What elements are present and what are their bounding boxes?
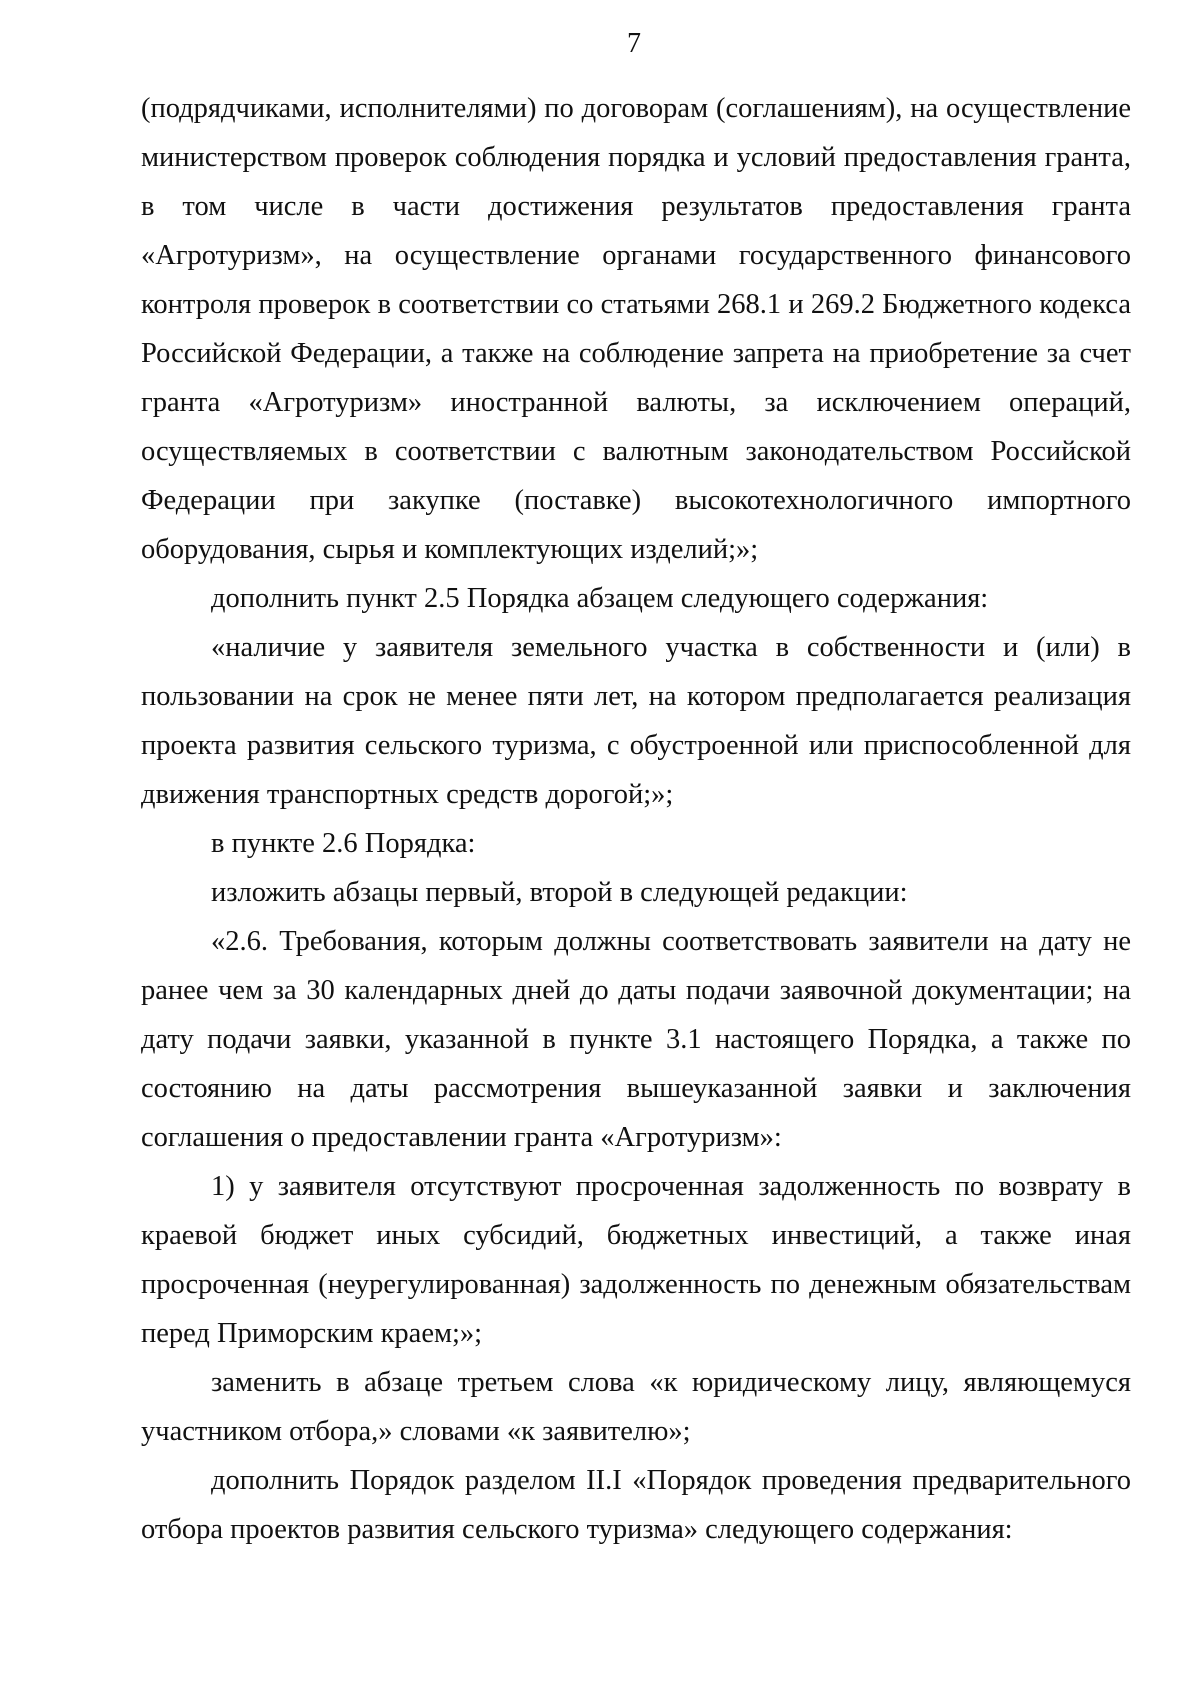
paragraph-replace-words: заменить в абзаце третьем слова «к юридическому лицу, являющемуся участником отбора,» словами «к заявителю»; — [141, 1367, 1131, 1447]
paragraph-requirements: «2.6. Требования, которым должны соответствовать заявители на дату не ранее чем за 30 календарных дней до даты подачи заявочной документации; на дату подачи заявки, указанной в пункте 3.1 настоящего Порядка, а также по состоянию на даты рассмотрения вышеуказанной заявки и заключения соглашения о предоставлении гранта «Агротуризм»: — [141, 926, 1131, 1153]
document-body — [141, 84, 1131, 1554]
paragraph-point-2-6: в пункте 2.6 Порядка: — [211, 828, 476, 859]
paragraph-land-plot: «наличие у заявителя земельного участка в собственности и (или) в пользовании на срок не менее пяти лет, на котором предполагается реализация проекта развития сельского туризма, с обустроенной или приспособленной для движения транспортных средств дорогой;»; — [141, 632, 1131, 810]
page-number: 7 — [627, 28, 641, 59]
paragraph-item-1: 1) у заявителя отсутствуют просроченная задолженность по возврату в краевой бюджет иных субсидий, бюджетных инвестиций, а также иная просроченная (неурегулированная) задолженность по денежным обязательствам перед Приморским краем;»; — [141, 1171, 1131, 1349]
paragraph-add-section: дополнить Порядок разделом II.I «Порядок проведения предварительного отбора проектов развития сельского туризма» следующего содержания: — [141, 1465, 1131, 1545]
paragraph-amend-2-5: дополнить пункт 2.5 Порядка абзацем следующего содержания: — [211, 583, 989, 614]
paragraph-restate: изложить абзацы первый, второй в следующей редакции: — [211, 877, 908, 908]
paragraph-continuation: (подрядчиками, исполнителями) по договорам (соглашениям), на осуществление министерством проверок соблюдения порядка и условий предоставления гранта, в том числе в части достижения результатов предоставления гранта «Агротуризм», на осуществление органами государственного финансового контроля проверок в соответствии со статьями 268.1 и 269.2 Бюджетного кодекса Российской Федерации, а также на соблюдение запрета на приобретение за счет гранта «Агротуризм» иностранной валюты, за исключением операций, осуществляемых в соответствии с валютным законодательством Российской Федерации при закупке (поставке) высокотехнологичного импортного оборудования, сырья и комплектующих изделий;»; — [141, 93, 1131, 565]
